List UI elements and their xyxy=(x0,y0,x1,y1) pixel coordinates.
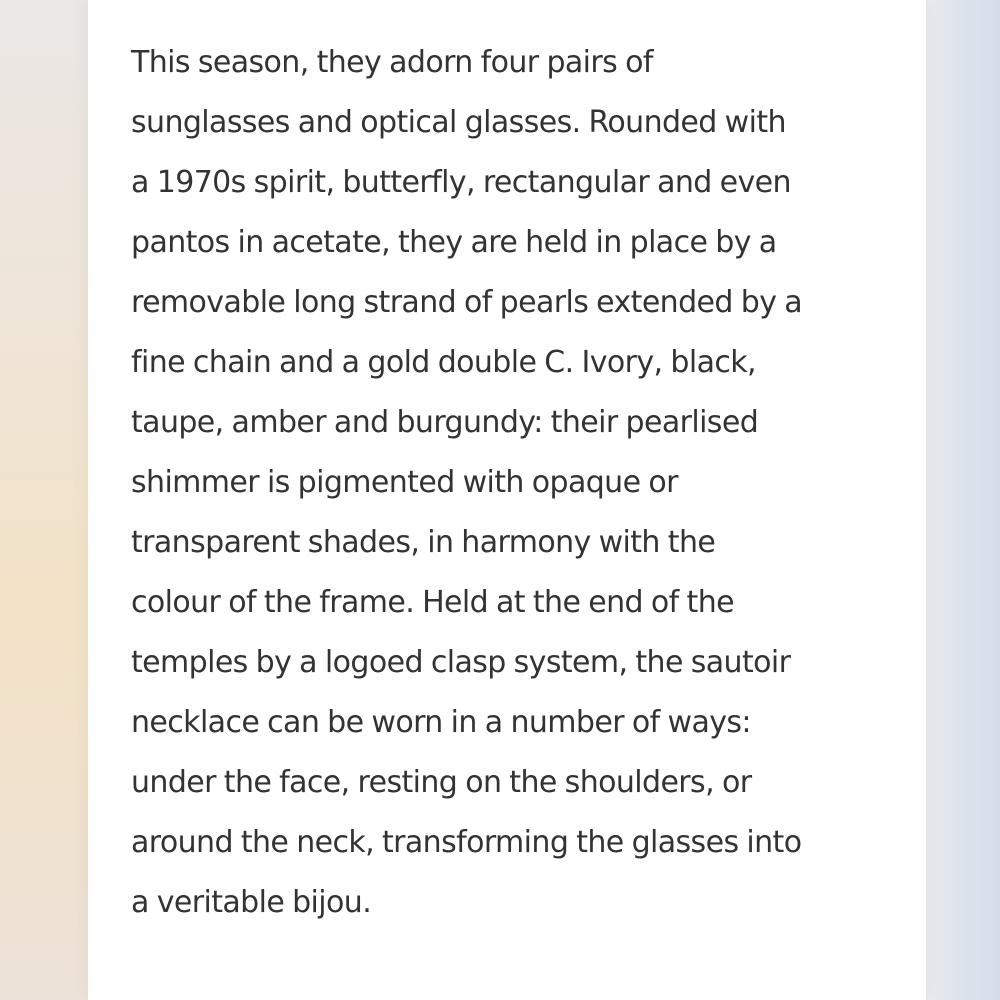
text-line: transparent shades, in harmony with the xyxy=(131,525,716,560)
text-line: fine chain and a gold double C. Ivory, black, xyxy=(131,345,756,380)
text-line: temples by a logoed clasp system, the sautoir xyxy=(131,645,791,680)
text-line: taupe, amber and burgundy: their pearlised xyxy=(131,405,759,440)
text-line: a veritable bijou. xyxy=(131,885,372,920)
text-line: necklace can be worn in a number of ways: xyxy=(131,705,751,740)
background-right xyxy=(926,0,1000,1000)
text-line: shimmer is pigmented with opaque or xyxy=(131,465,678,500)
text-line: colour of the frame. Held at the end of the xyxy=(131,585,734,620)
text-line: sunglasses and optical glasses. Rounded with xyxy=(131,105,786,140)
text-line: This season, they adorn four pairs of xyxy=(131,45,653,80)
text-line: under the face, resting on the shoulders, or xyxy=(131,765,752,800)
text-line: a 1970s spirit, butterfly, rectangular and even xyxy=(131,165,791,200)
background-left xyxy=(0,0,88,1000)
article-paragraph xyxy=(131,33,891,933)
article-card xyxy=(88,0,926,1000)
text-line: removable long strand of pearls extended by a xyxy=(131,285,803,320)
text-line: pantos in acetate, they are held in place by a xyxy=(131,225,777,260)
text-line: around the neck, transforming the glasses into xyxy=(131,825,802,860)
